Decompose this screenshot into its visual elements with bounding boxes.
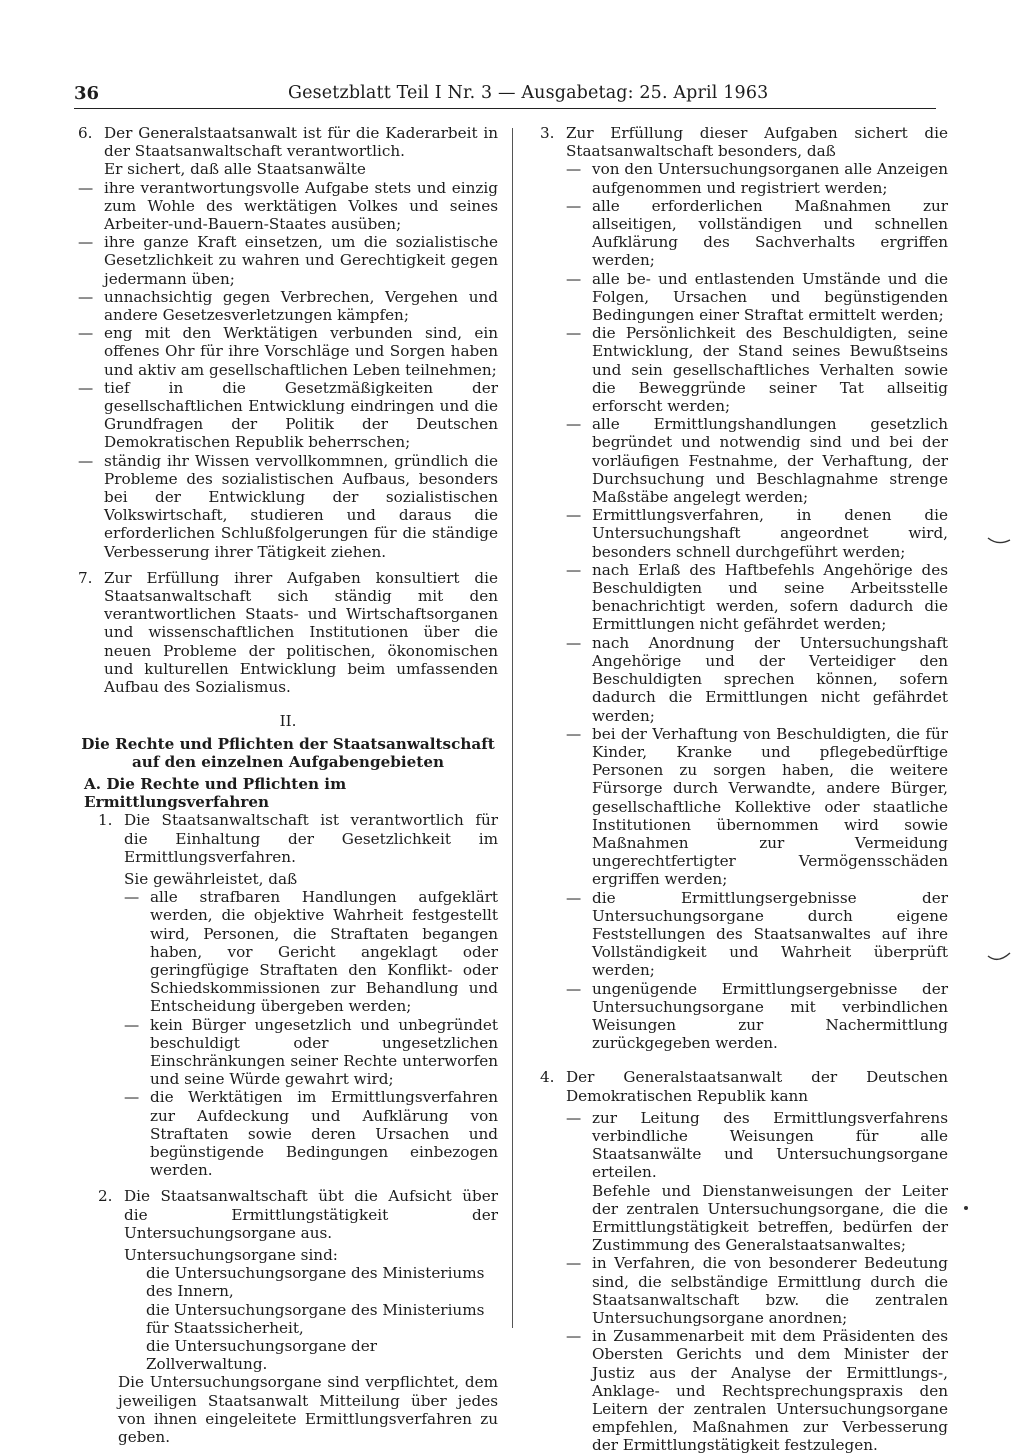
list-item-text: nach Erlaß des Haftbefehls Angehörige des Beschuldigten und seine Arbeitsstelle benachrichtigt werden, sofern dadurch die Ermittlungen nicht gefährdet werden;: [592, 560, 948, 634]
closing-text: Die Untersuchungsorgane sind verpflichtet, dem jeweiligen Staatsanwalt Mitteilung über jedes von ihnen eingeleitete Ermittlungsverfahren zu geben.: [118, 1373, 498, 1447]
subsection-heading: A. Die Rechte und Pflichten im Ermittlungsverfahren: [84, 774, 347, 812]
item-text: Zur Erfüllung dieser Aufgaben sichert die Staatsanwaltschaft besonders, daß: [566, 124, 948, 161]
left-column: [78, 124, 498, 1446]
list-item-text: ihre ganze Kraft einsetzen, um die sozialistische Gesetzlichkeit zu wahren und Gerechtigkeit gegen jedermann üben;: [104, 233, 498, 288]
list-item: [566, 270, 948, 325]
item-4: [540, 1068, 948, 1454]
dash-glyph: —: [566, 415, 582, 434]
section-heading: Die Rechte und Pflichten der Staatsanwaltschaft: [81, 734, 495, 753]
section-number: II.: [279, 712, 297, 731]
item-1: [98, 811, 498, 1179]
margin-mark-2: [986, 950, 1014, 966]
list-item: [566, 1254, 948, 1327]
item-text: Zur Erfüllung ihrer Aufgaben konsultiert die Staatsanwaltschaft sich ständig mit den verantwortlichen Staats- und Wirtschaftsorganen und wissenschaftlichen Institutionen über die neuen Probleme der politischen, ökonomischen und kulturellen Entwicklung beim umfassenden Aufbau des Sozialismus.: [104, 568, 498, 697]
item-number: 2.: [98, 1187, 113, 1206]
dash-glyph: —: [566, 979, 582, 998]
column-divider: [512, 128, 513, 1328]
dash-glyph: —: [566, 1254, 582, 1273]
dash-glyph: —: [566, 269, 582, 288]
page-number: 36: [74, 83, 100, 104]
list-item-text: in Verfahren, die von besonderer Bedeutung sind, die selbständige Ermittlung durch die Staatsanwaltschaft bzw. die zentralen Untersuchungsorgane anordnen;: [592, 1254, 948, 1327]
item-text: Die Staatsanwaltschaft ist verantwortlich für die Einhaltung der Gesetzlichkeit im Ermittlungsverfahren.: [124, 811, 498, 866]
list-item-text: alle strafbaren Handlungen aufgeklärt werden, die objektive Wahrheit festgestellt wird, Personen, die Straftaten begangen haben, vor Gericht angeklagt oder geringfügige Straftaten den Konflikt- oder Schiedskommissionen zur Behandlung und Entscheidung übergeben werden;: [150, 888, 498, 1016]
dash-glyph: —: [566, 560, 582, 579]
org-line: die Untersuchungsorgane des Ministeriums für Staatssicherheit,: [146, 1300, 485, 1337]
item-3: [540, 124, 948, 1052]
list-item: [566, 1109, 948, 1255]
dash-glyph: —: [78, 178, 94, 197]
list-item: [566, 1327, 948, 1454]
list-item-text: die Ermittlungsergebnisse der Untersuchungsorgane durch eigene Feststellungen des Staatsanwaltes auf ihre Vollständigkeit und Wahrheit überprüft werden;: [592, 888, 948, 980]
list-item: [78, 324, 498, 379]
list-item: [78, 452, 498, 561]
section-heading: auf den einzelnen Aufgabengebieten: [131, 752, 445, 771]
item-number: 7.: [78, 568, 93, 587]
dash-glyph: —: [566, 633, 582, 652]
list-item-text: alle Ermittlungshandlungen gesetzlich begründet und notwendig sind und bei der vorläufigen Festnahme, der Verhaftung, der Durchsuchung und Beschlagnahme strenge Maßstäbe angelegt werden;: [592, 415, 948, 507]
list-item-note: Befehle und Dienstanweisungen der Leiter der zentralen Untersuchungsorgane, die die Ermittlungstätigkeit betreffen, bedürfen der Zustimmung des Generalstaatsanwaltes;: [592, 1181, 948, 1255]
list-item: [124, 1088, 498, 1179]
dash-glyph: —: [566, 1108, 582, 1127]
list-item: [566, 506, 948, 561]
dash-glyph: —: [566, 196, 582, 215]
margin-mark-1: [986, 534, 1014, 548]
dash-glyph: —: [124, 1088, 140, 1107]
list-item-text: alle erforderlichen Maßnahmen zur allseitigen, vollständigen und schnellen Aufklärung des Sachverhalts ergriffen werden;: [592, 196, 948, 270]
list-item-text: ihre verantwortungsvolle Aufgabe stets und einzig zum Wohle des werktätigen Volkes und seines Arbeiter-und-Bauern-Staates ausüben;: [104, 178, 498, 234]
page-header: [74, 83, 934, 107]
item-number: 1.: [98, 811, 113, 830]
item-6: [78, 124, 498, 179]
right-column: [540, 124, 948, 1455]
item-number: 4.: [540, 1068, 555, 1087]
list-item: [566, 415, 948, 506]
list-item-text: die Werktätigen im Ermittlungsverfahren zur Aufdeckung und Aufklärung von Straftaten sowie deren Ursachen und begünstigende Bedingungen einbezogen werden.: [150, 1088, 498, 1180]
list-item-text: zur Leitung des Ermittlungsverfahrens verbindliche Weisungen für alle Staatsanwälte und Untersuchungsorgane erteilen.: [592, 1108, 948, 1182]
bullet-list: [78, 179, 498, 561]
item-text: Der Generalstaatsanwalt ist für die Kaderarbeit in der Staatsanwaltschaft verantwortlich.: [104, 124, 498, 161]
list-item: [566, 889, 948, 980]
list-item: [78, 179, 498, 234]
dash-glyph: —: [566, 1327, 582, 1346]
org-line: die Untersuchungsorgane der Zollverwaltung.: [146, 1337, 378, 1374]
list-item: [78, 288, 498, 324]
dash-glyph: —: [566, 888, 582, 907]
list-item: [566, 561, 948, 634]
item-text: Sie gewährleistet, daß: [124, 869, 298, 888]
dash-glyph: —: [78, 378, 94, 397]
item-7: [78, 569, 498, 696]
header-rule: [74, 108, 936, 109]
item-number: 3.: [540, 124, 555, 142]
header-title: Gesetzblatt Teil I Nr. 3 — Ausgabetag: 25. April 1963: [288, 83, 769, 103]
list-item-text: Ermittlungsverfahren, in denen die Untersuchungshaft angeordnet wird, besonders schnell durchgeführt werden;: [592, 506, 948, 561]
dash-glyph: —: [566, 324, 582, 343]
item-text: Die Staatsanwaltschaft übt die Aufsicht über die Ermittlungstätigkeit der Untersuchungsorgane aus.: [124, 1187, 498, 1242]
item-text: Untersuchungsorgane sind:: [124, 1245, 338, 1264]
list-item-text: unnachsichtig gegen Verbrechen, Vergehen und andere Gesetzesverletzungen kämpfen;: [104, 287, 498, 325]
item-2: [98, 1187, 498, 1373]
margin-dot: [962, 1204, 970, 1212]
dash-glyph: —: [124, 1015, 140, 1034]
list-item: [566, 725, 948, 889]
list-item-text: alle be- und entlastenden Umstände und die Folgen, Ursachen und begünstigenden Bedingungen einer Straftat ermittelt werden;: [592, 269, 948, 325]
list-item-text: von den Untersuchungsorganen alle Anzeigen aufgenommen und registriert werden;: [592, 160, 948, 197]
dash-glyph: —: [78, 287, 94, 306]
list-item: [566, 324, 948, 415]
list-item-text: in Zusammenarbeit mit dem Präsidenten des Obersten Gerichts und dem Minister der Justiz aus der Analyse der Ermittlungs-, Anklage- und Rechtsprechungspraxis den Leitern der zentralen Untersuchungsorgane empfehlen, Maßnahmen zur Verbesserung der Ermittlungstätigkeit festzulegen.: [592, 1327, 948, 1455]
list-item-text: nach Anordnung der Untersuchungshaft Angehörige und der Verteidiger den Beschuldigten sprechen können, sofern dadurch die Ermittlungen nicht gefährdet werden;: [592, 633, 948, 725]
dash-glyph: —: [566, 724, 582, 743]
list-item-text: tief in die Gesetzmäßigkeiten der gesellschaftlichen Entwicklung eindringen und die Grundfragen der Politik der Deutschen Demokratischen Republik beherrschen;: [104, 378, 498, 452]
list-item: [124, 888, 498, 1015]
list-item: [124, 1016, 498, 1089]
item-number: 6.: [78, 124, 93, 142]
list-item: [78, 233, 498, 288]
item-text: Der Generalstaatsanwalt der Deutschen Demokratischen Republik kann: [566, 1068, 948, 1105]
list-item-text: bei der Verhaftung von Beschuldigten, die für Kinder, Kranke und pflegebedürftige Personen zu sorgen haben, die weitere Fürsorge durch Verwandte, andere Bürger, gesellschaftliche Kollektive oder staatliche Institutionen übernommen wird sowie Maßnahmen zur Vermeidung ungerechtfertigter Vermögensschäden ergriffen werden;: [592, 724, 948, 889]
list-item-text: ständig ihr Wissen vervollkommnen, gründlich die Probleme des sozialistischen Aufbaus, besonders bei der Entwicklung der sozialistischen Volkswirtschaft, studieren und daraus die erforderlichen Schlußfolgerungen für die ständige Verbesserung ihrer Tätigkeit ziehen.: [104, 451, 498, 561]
list-item-text: die Persönlichkeit des Beschuldigten, seine Entwicklung, der Stand seines Bewußtseins und sein gesellschaftliches Verhalten sowie die Beweggründe seiner Tat allseitig erforscht werden;: [592, 324, 948, 416]
item-text: Er sichert, daß alle Staatsanwälte: [104, 160, 366, 179]
list-item: [566, 980, 948, 1053]
org-line: die Untersuchungsorgane des Ministeriums des Innern,: [146, 1264, 485, 1301]
dash-glyph: —: [566, 160, 582, 179]
dash-glyph: —: [78, 324, 94, 343]
dash-glyph: —: [124, 888, 140, 907]
list-item-text: ungenügende Ermittlungsergebnisse der Untersuchungsorgane mit verbindlichen Weisungen zur Nachermittlung zurückgegeben werden.: [592, 979, 948, 1053]
dash-glyph: —: [78, 451, 94, 470]
list-item: [566, 197, 948, 270]
dash-glyph: —: [566, 506, 582, 525]
list-item: [78, 379, 498, 452]
list-item-text: eng mit den Werktätigen verbunden sind, ein offenes Ohr für ihre Vorschläge und Sorgen haben und aktiv am gesellschaftlichen Leben teilnehmen;: [104, 324, 498, 379]
list-item: [566, 160, 948, 196]
list-item: [566, 634, 948, 725]
dash-glyph: —: [78, 233, 94, 252]
list-item-text: kein Bürger ungesetzlich und unbegründet beschuldigt oder ungesetzlichen Einschränkungen seiner Rechte unterworfen und seine Würde gewahrt wird;: [150, 1015, 498, 1089]
